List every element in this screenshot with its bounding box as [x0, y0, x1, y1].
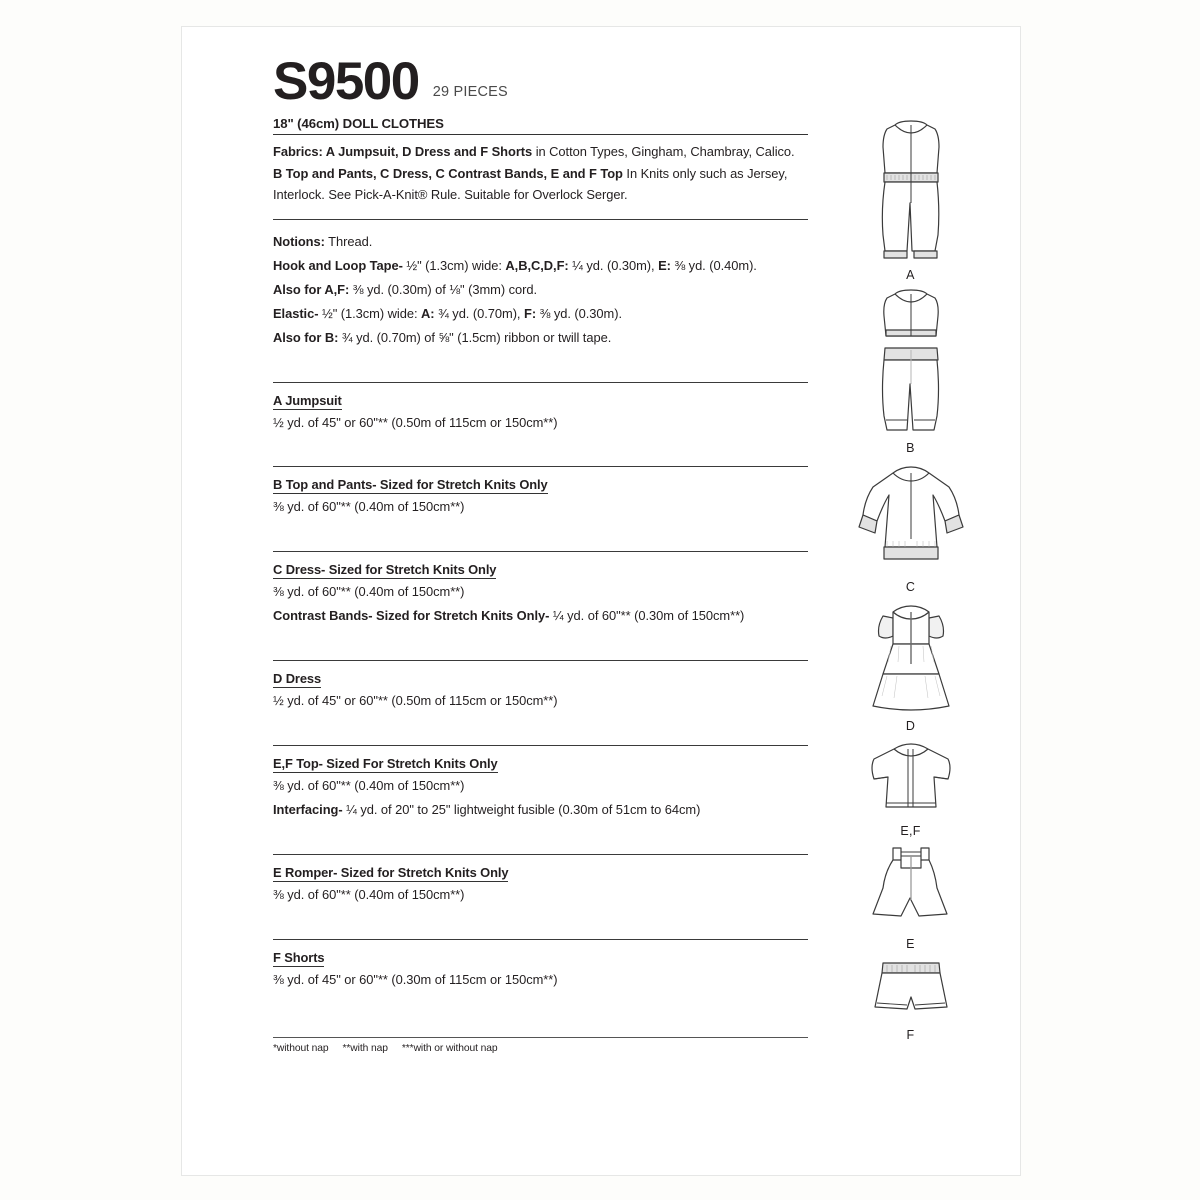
- piece-count: 29 PIECES: [432, 84, 508, 100]
- section-line: [273, 582, 808, 603]
- hook-loop-views-2: E:: [658, 257, 671, 273]
- interfacing-label: Interfacing-: [273, 801, 343, 817]
- cord-value: ⅜ yd. (0.30m) of ⅛" (3mm) cord.: [349, 281, 538, 297]
- section-line: [273, 691, 808, 712]
- section-line-interfacing: [273, 800, 808, 821]
- figure-label: C: [905, 580, 916, 594]
- figure-label: B: [906, 441, 915, 455]
- nap-note-without: *without nap: [273, 1042, 329, 1054]
- yardage-text: ½ yd. of 45" or 60"** (0.50m of 115cm or 150cm**): [273, 414, 558, 430]
- pattern-title-row: [273, 52, 808, 111]
- notions-label: Notions:: [273, 234, 325, 250]
- figure-label: A: [906, 268, 915, 282]
- section-line-contrast: [273, 606, 808, 627]
- interfacing-yardage: ¼ yd. of 20" to 25" lightweight fusible (0.30m of 51cm to 64cm): [342, 801, 701, 817]
- fabrics-text-1: in Cotton Types, Gingham, Chambray, Calico.: [532, 144, 795, 159]
- section-ef-top: [273, 746, 808, 821]
- section-title: E Romper- Sized for Stretch Knits Only: [273, 864, 509, 880]
- tiered-dress-line-drawing: [855, 600, 967, 718]
- figure-label: E,F: [900, 824, 921, 838]
- figure-label: D: [905, 719, 916, 733]
- section-line: [273, 970, 808, 991]
- hook-loop-views-1: A,B,C,D,F:: [505, 257, 569, 273]
- section-line: [273, 885, 808, 906]
- divider-before-nap-notes: [273, 1037, 808, 1038]
- pattern-info-column: [273, 52, 808, 1054]
- romper-line-drawing: [857, 844, 965, 936]
- section-f-shorts: [273, 940, 808, 991]
- figure-e-romper: [838, 844, 983, 951]
- ribbon-label: Also for B:: [273, 329, 339, 345]
- figure-f-shorts: [838, 957, 983, 1042]
- yardage-text: ⅜ yd. of 60"** (0.40m of 150cm**): [273, 584, 465, 600]
- section-line: [273, 497, 808, 518]
- elastic-line: [273, 304, 808, 325]
- section-title: F Shorts: [273, 949, 325, 965]
- figure-a-jumpsuit: [838, 117, 983, 282]
- garment-illustrations-column: [838, 117, 983, 1048]
- nap-note-with: **with nap: [342, 1042, 388, 1054]
- hook-loop-amount-2: ⅜ yd. (0.40m).: [670, 257, 757, 273]
- section-c-dress: [273, 552, 808, 627]
- contrast-bands-yardage: ¼ yd. of 60"** (0.30m of 150cm**): [549, 608, 745, 624]
- cord-line: [273, 280, 808, 301]
- section-title: B Top and Pants- Sized for Stretch Knits Only: [273, 477, 548, 493]
- jumpsuit-line-drawing: [859, 117, 963, 267]
- pattern-envelope-page: [181, 26, 1021, 1176]
- section-a-jumpsuit: [273, 383, 808, 434]
- elastic-view-a: A:: [421, 305, 435, 321]
- yardage-text: ⅜ yd. of 60"** (0.40m of 150cm**): [273, 499, 465, 515]
- elastic-amount-f: ⅜ yd. (0.30m).: [536, 305, 623, 321]
- section-title: A Jumpsuit: [273, 392, 342, 408]
- ribbon-value: ¾ yd. (0.70m) of ⅝" (1.5cm) ribbon or twill tape.: [338, 329, 612, 345]
- hook-loop-amount-1: ¼ yd. (0.30m),: [568, 257, 659, 273]
- yardage-text: ⅜ yd. of 45" or 60"** (0.30m of 115cm or 150cm**): [273, 971, 558, 987]
- pattern-number: S9500: [273, 52, 419, 111]
- hook-loop-label: Hook and Loop Tape-: [273, 257, 403, 273]
- cord-label: Also for A,F:: [273, 281, 350, 297]
- elastic-view-f: F:: [524, 305, 537, 321]
- yardage-text: ½ yd. of 45" or 60"** (0.50m of 115cm or 150cm**): [273, 693, 558, 709]
- notions-thread-line: [273, 232, 808, 253]
- hook-loop-width: ½" (1.3cm) wide:: [402, 257, 506, 273]
- fabrics-views-1: A Jumpsuit, D Dress and F Shorts: [322, 144, 533, 159]
- section-title: D Dress: [273, 671, 322, 687]
- figure-d-tiered-dress: [838, 600, 983, 733]
- elastic-width: ½" (1.3cm) wide:: [318, 305, 422, 321]
- dress-long-sleeve-line-drawing: [853, 461, 969, 579]
- hook-loop-tape-line: [273, 256, 808, 277]
- figure-ef-top: [838, 739, 983, 838]
- section-title: E,F Top- Sized For Stretch Knits Only: [273, 756, 498, 772]
- nap-notes: [273, 1043, 808, 1054]
- yardage-text: ⅜ yd. of 60"** (0.40m of 150cm**): [273, 886, 465, 902]
- nap-note-either: ***with or without nap: [401, 1042, 498, 1054]
- figure-b-top-and-pants: [838, 288, 983, 455]
- section-e-romper: [273, 855, 808, 906]
- fabrics-views-2: B Top and Pants, C Dress, C Contrast Bands, E and F Top: [273, 165, 623, 181]
- shorts-line-drawing: [861, 957, 961, 1027]
- notions-value: Thread.: [324, 234, 373, 250]
- elastic-label: Elastic-: [273, 305, 319, 321]
- section-line: [273, 413, 808, 434]
- top-and-pants-line-drawing: [859, 288, 963, 440]
- top-short-sleeve-line-drawing: [856, 739, 966, 823]
- notions-block: [273, 220, 808, 349]
- section-d-dress: [273, 661, 808, 712]
- yardage-text: ⅜ yd. of 60"** (0.40m of 150cm**): [273, 778, 465, 794]
- fabrics-paragraph: [273, 141, 808, 206]
- fabrics-text-2: In Knits only such as Jersey, Interlock. See Pick-A-Knit® Rule. Suitable for Overlock Serger.: [273, 165, 788, 203]
- section-title: C Dress- Sized for Stretch Knits Only: [273, 562, 497, 578]
- elastic-amount-a: ¾ yd. (0.70m),: [434, 305, 524, 321]
- figure-label: F: [906, 1028, 915, 1042]
- section-b-top-and-pants: [273, 467, 808, 518]
- doll-clothes-heading: 18" (46cm) DOLL CLOTHES: [273, 116, 808, 135]
- figure-c-dress: [838, 461, 983, 594]
- ribbon-line: [273, 328, 808, 349]
- figure-label: E: [906, 937, 915, 951]
- fabrics-label: Fabrics:: [273, 144, 323, 159]
- section-line: [273, 776, 808, 797]
- contrast-bands-label: Contrast Bands- Sized for Stretch Knits Only-: [273, 608, 550, 624]
